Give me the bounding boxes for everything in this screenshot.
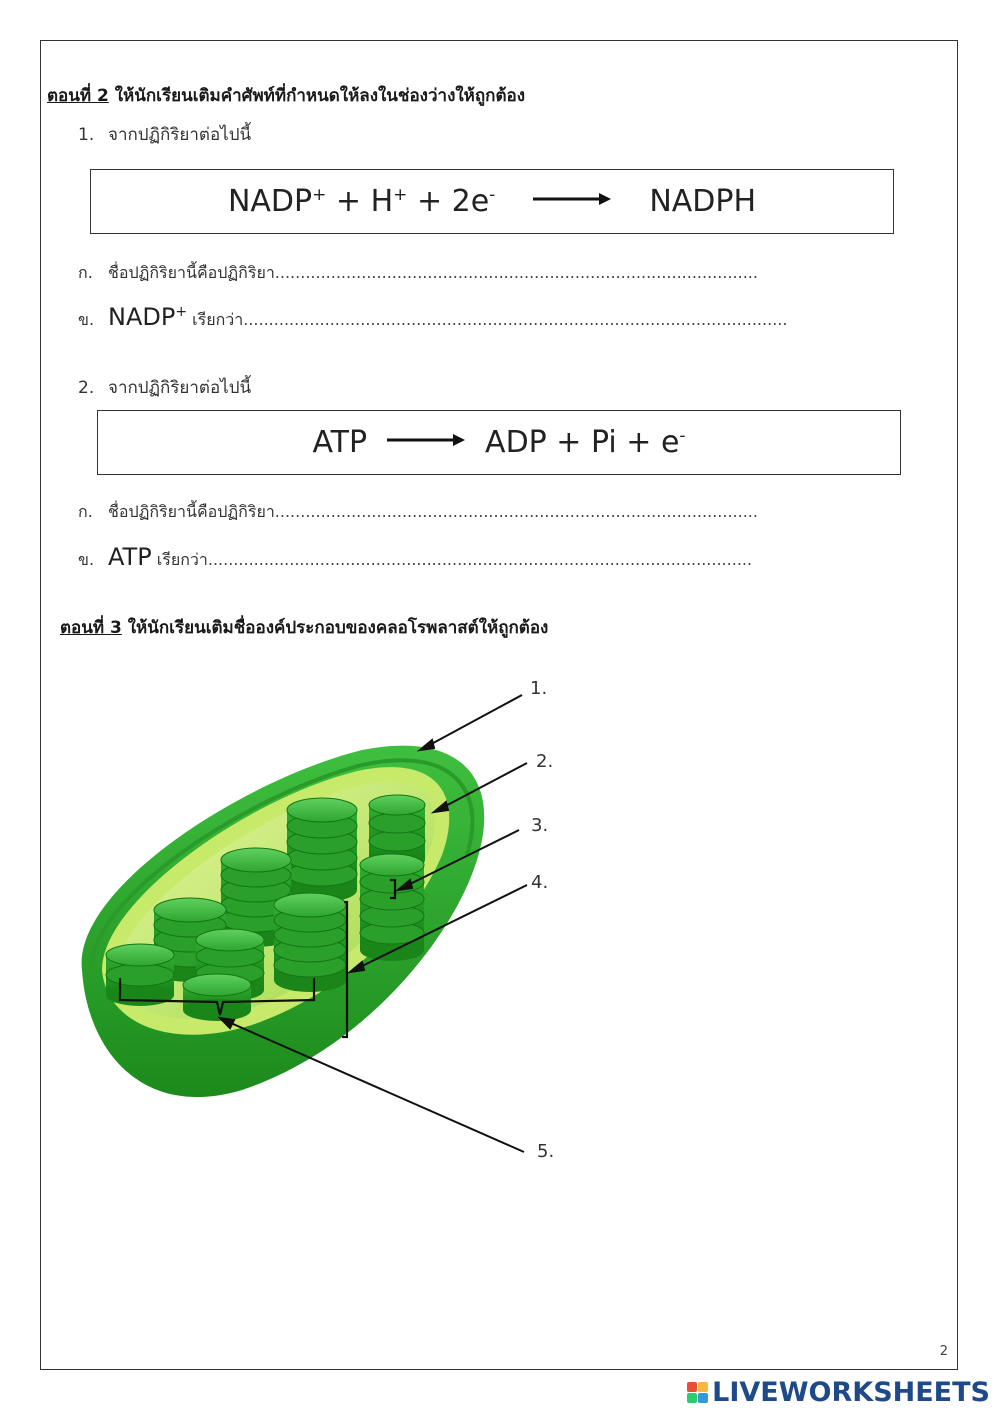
right-arrow-icon bbox=[387, 433, 465, 447]
callout-3: 3. bbox=[531, 815, 549, 836]
equation-box-2 bbox=[97, 410, 901, 475]
eq1-lhs: NADP+ + H+ + 2e- bbox=[227, 184, 496, 219]
nadp-term: NADP+ bbox=[108, 303, 188, 331]
brand bbox=[687, 1377, 990, 1408]
question-1-intro bbox=[78, 121, 251, 148]
question-2-text: จากปฏิกิริยาต่อไปนี้ bbox=[108, 378, 252, 398]
q2-blank-a-field[interactable]: ............................................................................................... bbox=[274, 502, 758, 521]
granum-stack bbox=[106, 944, 174, 1006]
question-2-number: 2. bbox=[78, 378, 95, 398]
granum-stack bbox=[287, 798, 357, 902]
equation-box-1 bbox=[90, 169, 894, 234]
eq2-lhs: ATP bbox=[312, 425, 368, 460]
chloroplast-diagram bbox=[62, 670, 582, 1180]
callout-2: 2. bbox=[536, 751, 554, 772]
right-arrow-icon bbox=[533, 192, 611, 206]
q1-blank-b: ข. NADP+ เรียกว่า........................................................................................................... bbox=[78, 303, 788, 331]
q2-blank-a: ก. ชื่อปฏิกิริยานี้คือปฏิกิริยา............................................................................................... bbox=[78, 502, 758, 521]
part3-instruction: ให้นักเรียนเติมชื่อองค์ประกอบของคลอโรพลาสต์ให้ถูกต้อง bbox=[127, 618, 549, 638]
q1-blank-a: ก. ชื่อปฏิกิริยานี้คือปฏิกิริยา............................................................................................... bbox=[78, 263, 758, 282]
q2-blank-b: ข. ATP เรียกว่า........................................................................................................... bbox=[78, 543, 753, 571]
part3-heading bbox=[60, 614, 548, 641]
q1-blank-a-field[interactable]: ............................................................................................... bbox=[274, 263, 758, 282]
eq2-rhs: ADP + Pi + e- bbox=[485, 425, 686, 460]
q1-blank-b-field[interactable]: ........................................................................................................... bbox=[243, 310, 788, 329]
part2-instruction: ให้นักเรียนเติมคำศัพท์ที่กำหนดให้ลงในช่องว่างให้ถูกต้อง bbox=[114, 86, 526, 106]
granum-stack bbox=[183, 974, 251, 1021]
callout-5: 5. bbox=[537, 1141, 555, 1162]
question-2-intro bbox=[78, 374, 251, 401]
brand-name: LIVEWORKSHEETS bbox=[712, 1377, 990, 1408]
part2-label: ตอนที่ 2 bbox=[47, 86, 109, 106]
eq1-rhs: NADPH bbox=[649, 184, 757, 219]
question-1-text: จากปฏิกิริยาต่อไปนี้ bbox=[108, 125, 252, 145]
q2-blank-b-field[interactable]: ........................................................................................................... bbox=[207, 550, 753, 569]
granum-stack bbox=[274, 893, 346, 992]
part2-heading bbox=[47, 82, 525, 109]
granum-stack bbox=[360, 854, 424, 961]
atp-term: ATP bbox=[108, 543, 152, 571]
part3-label: ตอนที่ 3 bbox=[60, 618, 122, 638]
callout-4: 4. bbox=[531, 872, 549, 893]
liveworksheets-logo-icon bbox=[687, 1382, 708, 1403]
question-1-number: 1. bbox=[78, 125, 95, 145]
callout-1: 1. bbox=[530, 678, 548, 699]
page-number: 2 bbox=[939, 1344, 948, 1359]
